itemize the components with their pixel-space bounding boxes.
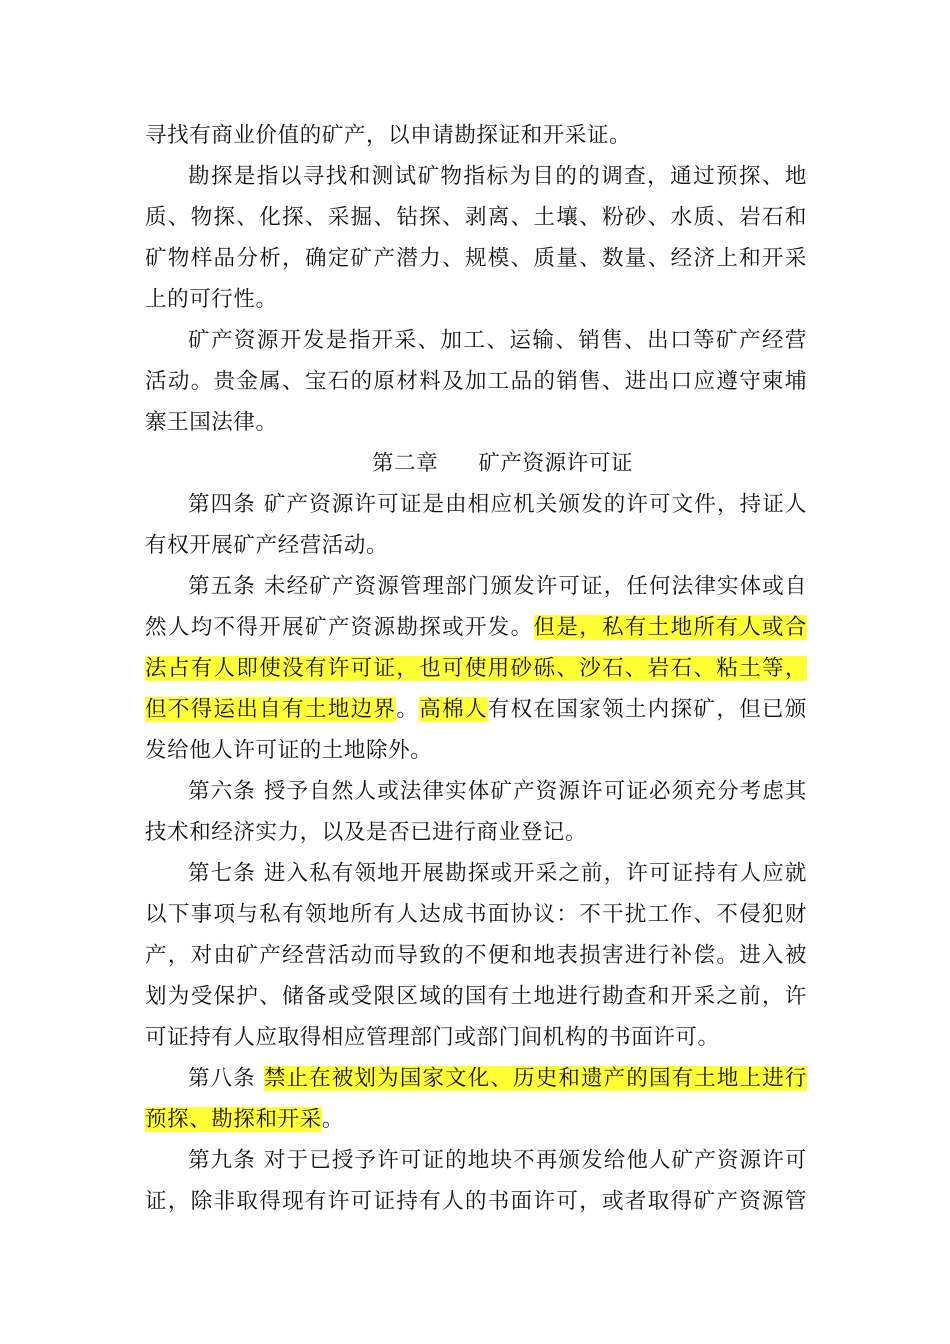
text-segment: 第五条 未经矿产资源管理部门颁发许可证，任何法律实体或自 <box>188 574 807 599</box>
text-segment: 寻找有商业价值的矿产，以申请勘探证和开采证。 <box>145 123 632 148</box>
text-segment: 第九条 对于已授予许可证的地块不再颁发给他人矿产资源许可 <box>188 1148 807 1173</box>
highlighted-text: 预探、勘探和开采 <box>145 1107 322 1132</box>
text-segment: 可证持有人应取得相应管理部门或部门间机构的书面许可。 <box>145 1025 720 1050</box>
article-8-line <box>188 1064 807 1094</box>
article-4-line <box>188 490 807 520</box>
article-5-line <box>188 572 807 602</box>
text-line <box>145 695 807 725</box>
text-segment: 以下事项与私有领地所有人达成书面协议：不干扰工作、不侵犯财 <box>145 902 807 927</box>
chapter-heading <box>372 449 633 479</box>
text-line <box>145 244 807 274</box>
highlighted-text: 但不得运出自有土地边界 <box>145 697 397 722</box>
text-line <box>145 941 807 971</box>
text-line <box>145 900 807 930</box>
text-line <box>145 1023 807 1053</box>
text-line <box>145 531 807 561</box>
text-line <box>145 121 807 151</box>
text-line <box>188 162 807 192</box>
text-segment: 产，对由矿产经营活动而导致的不便和地表损害进行补偿。进入被 <box>145 943 807 968</box>
text-segment: 第四条 矿产资源许可证是由相应机关颁发的许可文件，持证人 <box>188 492 807 517</box>
text-line <box>145 736 807 766</box>
article-9-line <box>188 1146 807 1176</box>
text-line <box>145 613 807 643</box>
text-segment: 矿物样品分析，确定矿产潜力、规模、质量、数量、经济上和开采 <box>145 246 807 271</box>
text-segment: 第七条 进入私有领地开展勘探或开采之前，许可证持有人应就 <box>188 861 807 886</box>
highlighted-text: 高棉人 <box>419 697 488 722</box>
text-segment: 。 <box>321 1107 344 1132</box>
highlighted-text: 禁止在被划为国家文化、历史和遗产的国有土地上进行 <box>263 1066 807 1091</box>
text-segment: 寨王国法律。 <box>145 410 278 435</box>
text-line <box>145 818 807 848</box>
text-segment: 第八条 <box>188 1066 264 1091</box>
article-7-line <box>188 859 807 889</box>
text-line <box>145 367 807 397</box>
text-segment: 。 <box>396 697 420 722</box>
highlighted-text: 但是，私有土地所有人或合 <box>533 615 808 640</box>
text-segment: 证，除非取得现有许可证持有人的书面许可，或者取得矿产资源管 <box>145 1189 807 1214</box>
text-line <box>145 203 807 233</box>
text-segment: 质、物探、化探、采掘、钻探、剥离、土壤、粉砂、水质、岩石和 <box>145 205 807 230</box>
text-segment: 然人均不得开展矿产资源勘探或开发。 <box>145 615 534 640</box>
text-line <box>145 408 807 438</box>
text-line <box>145 1187 807 1217</box>
text-segment: 第六条 授予自然人或法律实体矿产资源许可证必须充分考虑其 <box>188 779 807 804</box>
text-line <box>145 1105 807 1135</box>
text-segment: 上的可行性。 <box>145 287 278 312</box>
highlighted-text: 法占有人即使没有许可证，也可使用砂砾、沙石、岩石、粘土等， <box>145 656 807 681</box>
text-line <box>145 982 807 1012</box>
text-segment: 划为受保护、储备或受限区域的国有土地进行勘查和开采之前，许 <box>145 984 807 1009</box>
text-segment: 有权开展矿产经营活动。 <box>145 533 389 558</box>
article-6-line <box>188 777 807 807</box>
text-line <box>188 326 807 356</box>
text-segment: 活动。贵金属、宝石的原材料及加工品的销售、进出口应遵守柬埔 <box>145 369 807 394</box>
text-segment: 有权在国家领土内探矿，但已颁 <box>487 697 807 722</box>
text-line <box>145 654 807 684</box>
chapter-number: 第二章 <box>372 451 439 476</box>
text-line <box>145 285 807 315</box>
chapter-title: 矿产资源许可证 <box>478 451 634 476</box>
text-segment: 技术和经济实力，以及是否已进行商业登记。 <box>145 820 588 845</box>
text-segment: 发给他人许可证的土地除外。 <box>145 738 433 763</box>
text-segment: 勘探是指以寻找和测试矿物指标为目的的调查，通过预探、地 <box>188 164 807 189</box>
text-segment: 矿产资源开发是指开采、加工、运输、销售、出口等矿产经营 <box>188 328 807 353</box>
